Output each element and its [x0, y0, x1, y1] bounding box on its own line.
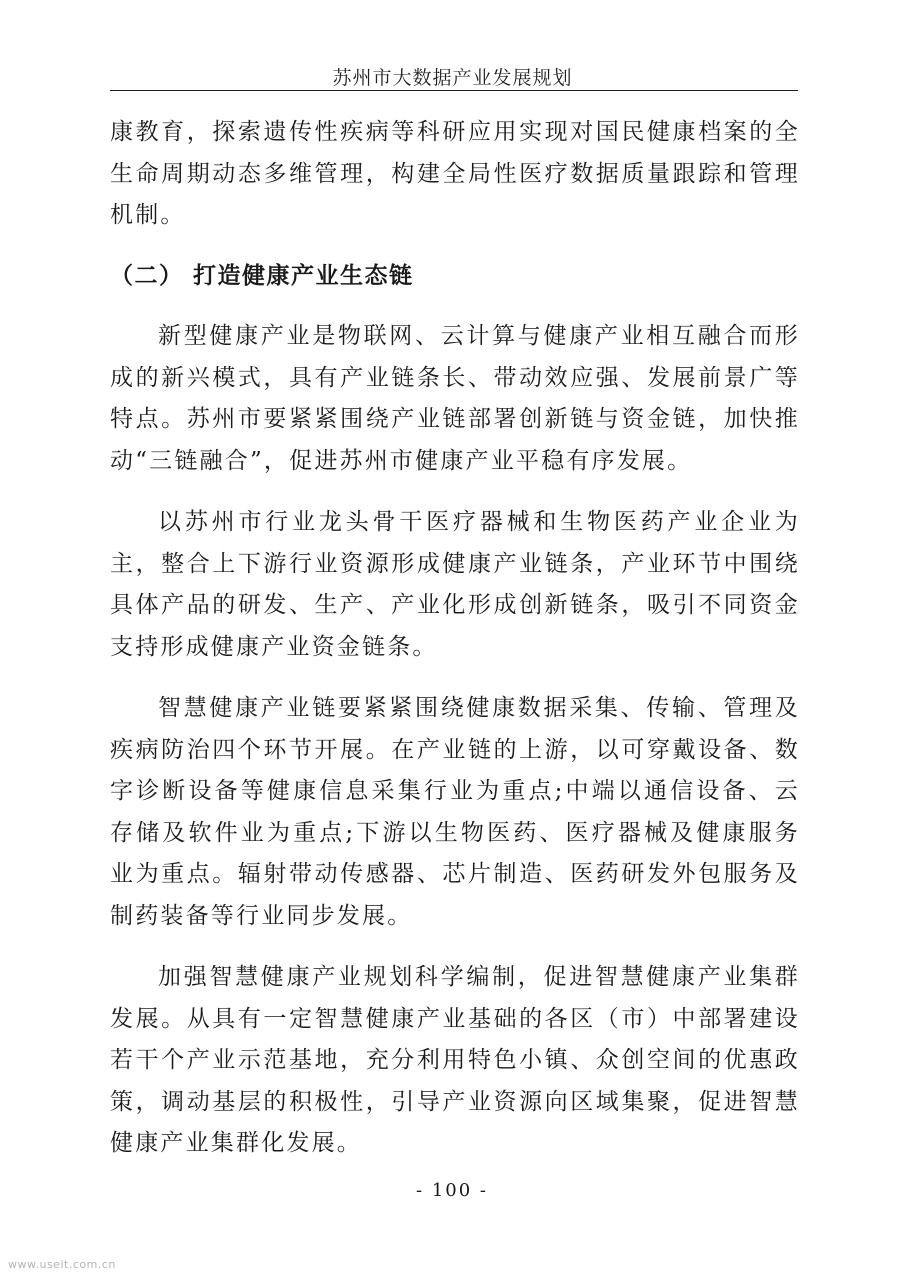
paragraph-2: 以苏州市行业龙头骨干医疗器械和生物医药产业企业为主，整合上下游行业资源形成健康产业链条，产业环节中围绕具体产品的研发、生产、产业化形成创新链条，吸引不同资金支持形成健康产业资金链条。 [110, 509, 800, 660]
paragraph-3: 智慧健康产业链要紧紧围绕健康数据采集、传输、管理及疾病防治四个环节开展。在产业链的上游，以可穿戴设备、数字诊断设备等健康信息采集行业为重点;中端以通信设备、云存储及软件业为重点;下游以生物医药、医疗器械及健康服务业为重点。辐射带动传感器、芯片制造、医药研发外包服务及制药装备等行业同步发展。 [110, 695, 800, 929]
running-header-title: 苏州市大数据产业发展规划 [332, 67, 573, 89]
body-text [110, 112, 800, 1165]
header-rule [110, 90, 798, 91]
section-heading: （二） 打造健康产业生态链 [110, 262, 414, 289]
watermark-text: www.useit.com.cn [8, 1258, 116, 1271]
page-number: - 100 - [416, 1180, 488, 1201]
paragraph-4: 加强智慧健康产业规划科学编制，促进智慧健康产业集群发展。从具有一定智慧健康产业基础的各区（市）中部署建设若干个产业示范基地，充分利用特色小镇、众创空间的优惠政策，调动基层的积极性，引导产业资源向区域集聚，促进智慧健康产业集群化发展。 [110, 964, 800, 1156]
continued-paragraph: 康教育，探索遗传性疾病等科研应用实现对国民健康档案的全生命周期动态多维管理，构建全局性医疗数据质量跟踪和管理机制。 [110, 119, 800, 228]
paragraph-1: 新型健康产业是物联网、云计算与健康产业相互融合而形成的新兴模式，具有产业链条长、带动效应强、发展前景广等特点。苏州市要紧紧围绕产业链部署创新链与资金链，加快推动“三链融合”，促进苏州市健康产业平稳有序发展。 [110, 323, 800, 474]
